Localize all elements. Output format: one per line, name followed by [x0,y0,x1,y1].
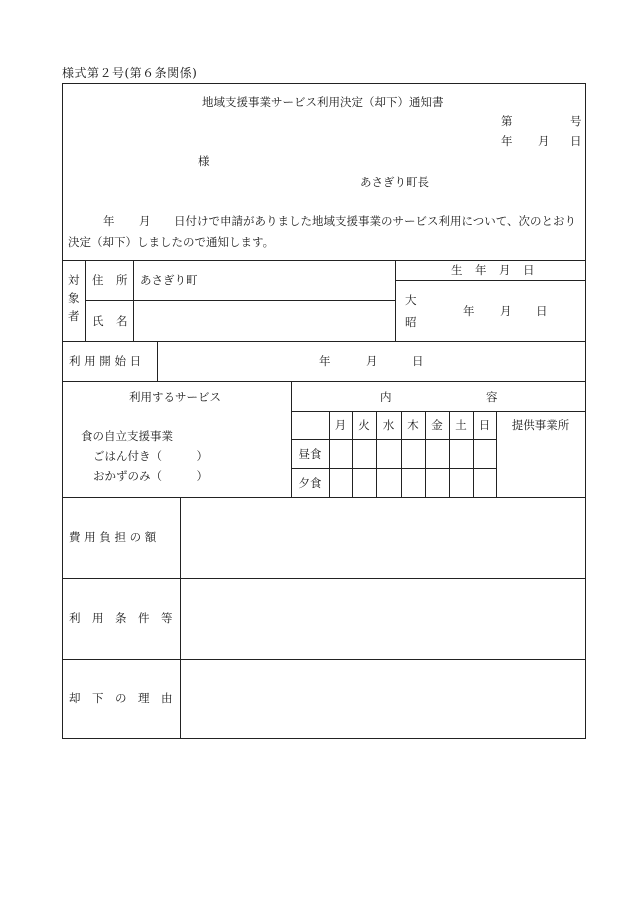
address-label-divider [133,260,134,341]
address-label-2: 所 [116,273,128,287]
weekday-sun: 日 [478,418,491,432]
body-month: 月 [139,214,151,228]
number-prefix: 第 [501,114,513,128]
start-date-label: 利 用 開 始 日 [69,354,142,368]
divider-service-top [63,381,585,382]
birth-header-3: 月 [499,263,511,277]
birth-header-4: 日 [523,263,535,277]
divider-reason-top [63,659,585,660]
weekday-wed: 水 [382,418,395,432]
name-label-1: 氏 [92,314,104,328]
issue-date-year: 年 [501,134,513,148]
name-label-2: 名 [116,314,128,328]
body-line-1: 日付けで申請がありました地域支援事業のサービス利用について、次のとおり [174,214,577,228]
address-value: あさぎり町 [140,273,198,287]
weekday-tue: 火 [358,418,370,432]
meal-lunch: 昼食 [298,446,322,461]
birth-year-unit: 年 [463,304,475,318]
weekday-thu: 木 [407,418,419,432]
document-title: 地域支援事業サービス利用決定（却下）通知書 [202,95,444,109]
start-month-unit: 月 [366,354,378,368]
issuer: あさぎり町長 [360,175,429,189]
bottom-label-divider [180,497,181,739]
cost-label: 費 用 負 担 の 額 [69,530,157,544]
weekday-fri: 金 [431,418,443,432]
start-day-unit: 日 [412,354,424,368]
divider-address-name [85,300,395,301]
service-option-side: おかずのみ（ ） [93,469,208,483]
divider-subject-top [63,260,585,261]
divider-startdate-top [63,341,585,342]
issue-date-day: 日 [570,134,582,148]
conditions-label: 利 用 条 件 等 [69,611,173,625]
start-year-unit: 年 [319,354,331,368]
birth-header-2: 年 [475,263,487,277]
divider-lunch-dinner [291,468,496,469]
subject-label-2: 象 [68,291,80,305]
provider-header: 提供事業所 [511,418,570,432]
divider-conditions-top [63,578,585,579]
startdate-label-divider [157,341,158,381]
service-header-left: 利用するサービス [129,390,221,404]
address-label-1: 住 [92,273,104,287]
weekday-mon: 月 [334,418,347,432]
subject-label-3: 者 [68,309,80,323]
body-year: 年 [103,214,115,228]
service-header-content-2: 容 [486,390,498,404]
birth-month-unit: 月 [500,304,512,318]
era-taisho: 大 [405,293,417,307]
subject-label-1: 対 [68,273,80,287]
form-reference: 様式第２号(第６条関係) [62,66,198,80]
body-line-2: 決定（却下）しましたので通知します。 [68,235,275,249]
notice-form [62,83,586,739]
service-option-rice: ごはん付き（ ） [93,449,208,463]
divider-birth-header [395,280,585,281]
weekday-sat: 土 [455,418,467,432]
service-header-content-1: 内 [380,390,392,404]
issue-date-month: 月 [538,134,550,148]
reason-label: 却 下 の 理 由 [69,691,173,705]
subject-label-divider [85,260,86,341]
number-suffix: 号 [570,114,582,128]
birth-day-unit: 日 [536,304,548,318]
birth-header-1: 生 [451,263,463,277]
birth-divider [395,260,396,341]
meal-dinner: 夕食 [298,475,322,490]
divider-cost-top [63,497,585,498]
addressee-suffix: 様 [198,154,210,168]
service-program: 食の自立支援事業 [81,429,173,443]
era-showa: 昭 [405,315,417,329]
